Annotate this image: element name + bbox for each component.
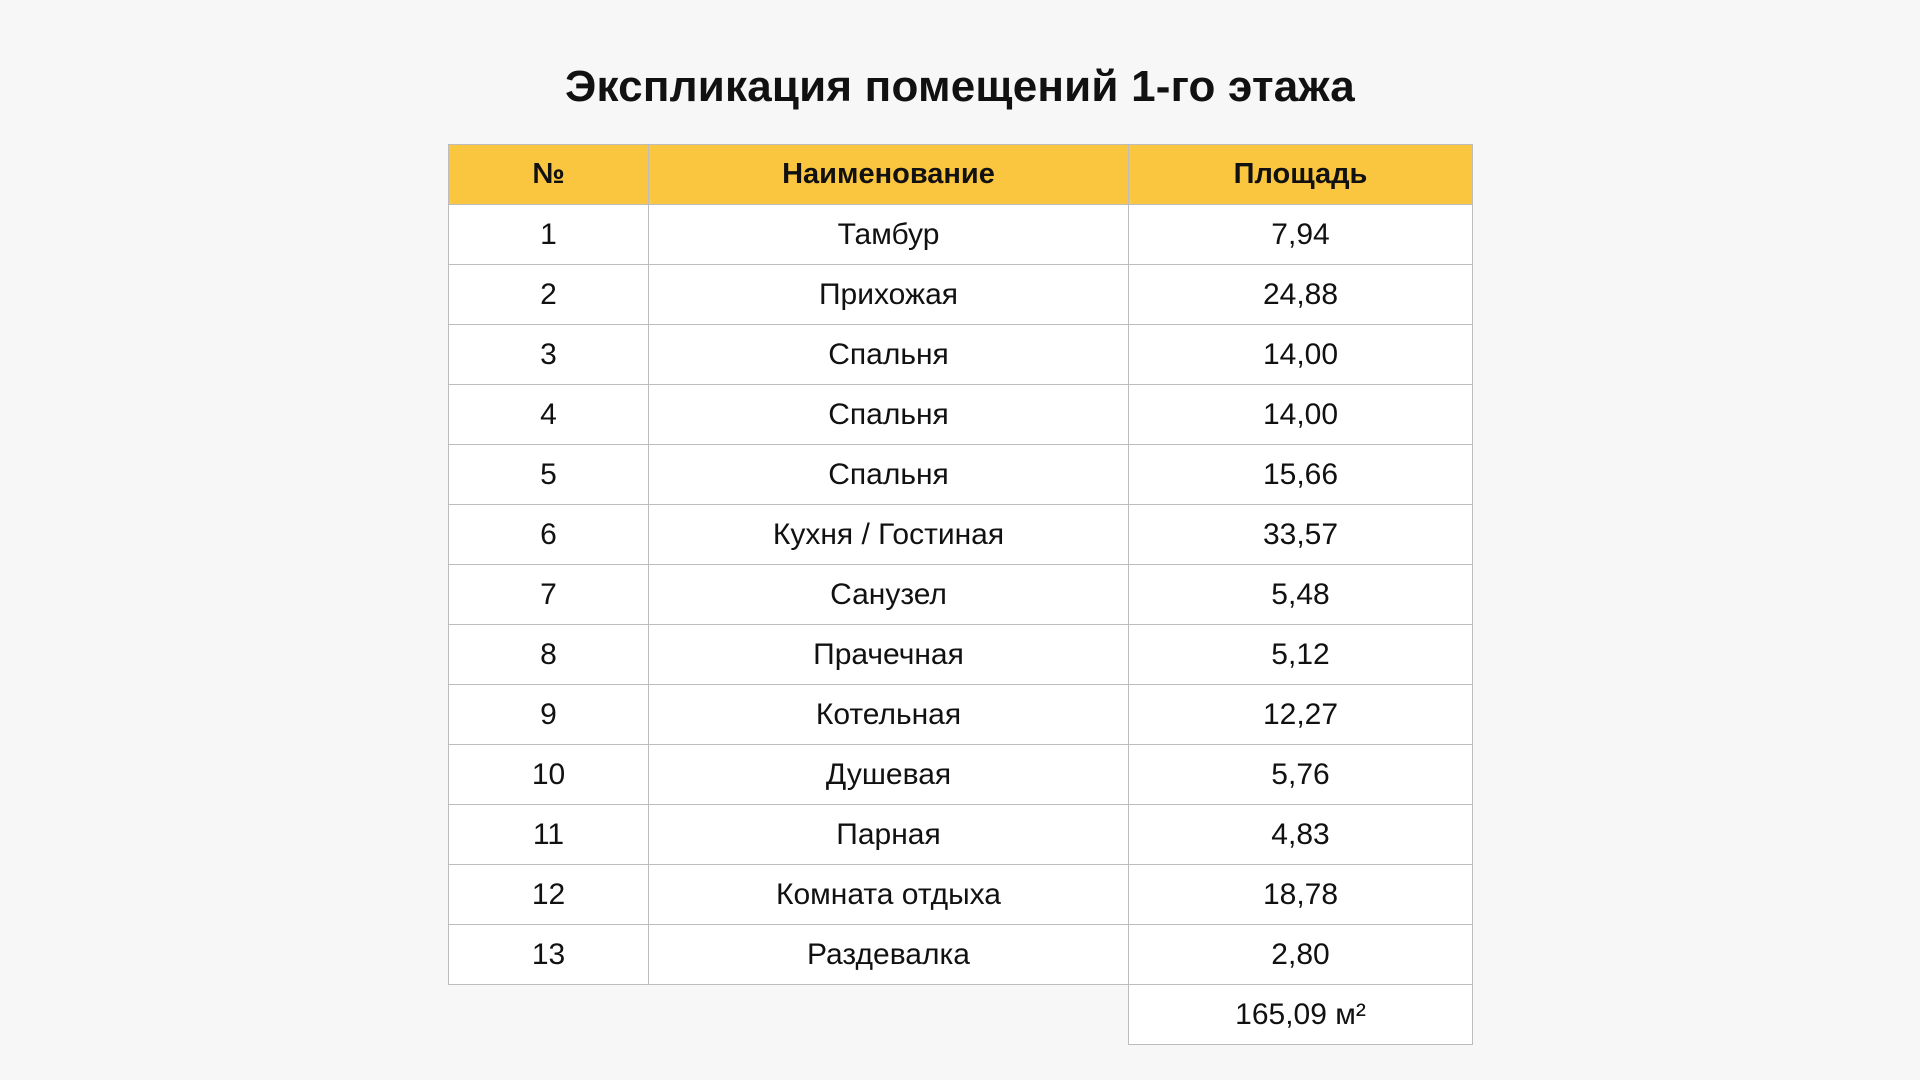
row-name: Комната отдыха — [649, 865, 1129, 925]
row-name: Прихожая — [649, 265, 1129, 325]
row-number: 2 — [449, 265, 649, 325]
total-blank-cell — [649, 985, 1129, 1045]
row-number: 11 — [449, 805, 649, 865]
row-area: 18,78 — [1129, 865, 1473, 925]
row-area: 2,80 — [1129, 925, 1473, 985]
row-number: 8 — [449, 625, 649, 685]
table-row — [449, 865, 1473, 925]
row-name: Тамбур — [649, 205, 1129, 265]
row-number: 13 — [449, 925, 649, 985]
row-number: 3 — [449, 325, 649, 385]
row-number: 1 — [449, 205, 649, 265]
table-row — [449, 925, 1473, 985]
row-name: Раздевалка — [649, 925, 1129, 985]
row-name: Парная — [649, 805, 1129, 865]
total-area: 165,09 м² — [1129, 985, 1473, 1045]
total-blank-cell — [449, 985, 649, 1045]
row-number: 7 — [449, 565, 649, 625]
table-row — [449, 625, 1473, 685]
table-row — [449, 805, 1473, 865]
table-row — [449, 385, 1473, 445]
row-area: 33,57 — [1129, 505, 1473, 565]
row-area: 4,83 — [1129, 805, 1473, 865]
row-area: 15,66 — [1129, 445, 1473, 505]
row-number: 10 — [449, 745, 649, 805]
row-area: 7,94 — [1129, 205, 1473, 265]
row-name: Прачечная — [649, 625, 1129, 685]
row-area: 14,00 — [1129, 325, 1473, 385]
table-row — [449, 505, 1473, 565]
total-row — [449, 985, 1473, 1045]
rooms-table — [448, 144, 1473, 1045]
table-row — [449, 685, 1473, 745]
row-number: 4 — [449, 385, 649, 445]
table-row — [449, 205, 1473, 265]
header-name: Наименование — [649, 145, 1129, 205]
row-area: 12,27 — [1129, 685, 1473, 745]
row-name: Кухня / Гостиная — [649, 505, 1129, 565]
row-number: 12 — [449, 865, 649, 925]
row-name: Душевая — [649, 745, 1129, 805]
row-area: 5,76 — [1129, 745, 1473, 805]
header-number: № — [449, 145, 649, 205]
table-row — [449, 445, 1473, 505]
row-name: Спальня — [649, 385, 1129, 445]
row-area: 14,00 — [1129, 385, 1473, 445]
table-row — [449, 565, 1473, 625]
row-number: 6 — [449, 505, 649, 565]
row-area: 5,48 — [1129, 565, 1473, 625]
table-row — [449, 325, 1473, 385]
row-name: Санузел — [649, 565, 1129, 625]
row-area: 5,12 — [1129, 625, 1473, 685]
row-number: 5 — [449, 445, 649, 505]
row-name: Спальня — [649, 445, 1129, 505]
row-area: 24,88 — [1129, 265, 1473, 325]
row-number: 9 — [449, 685, 649, 745]
table-row — [449, 265, 1473, 325]
header-area: Площадь — [1129, 145, 1473, 205]
table-row — [449, 745, 1473, 805]
table-header-row — [449, 145, 1473, 205]
row-name: Спальня — [649, 325, 1129, 385]
page-title: Экспликация помещений 1-го этажа — [565, 62, 1355, 111]
row-name: Котельная — [649, 685, 1129, 745]
